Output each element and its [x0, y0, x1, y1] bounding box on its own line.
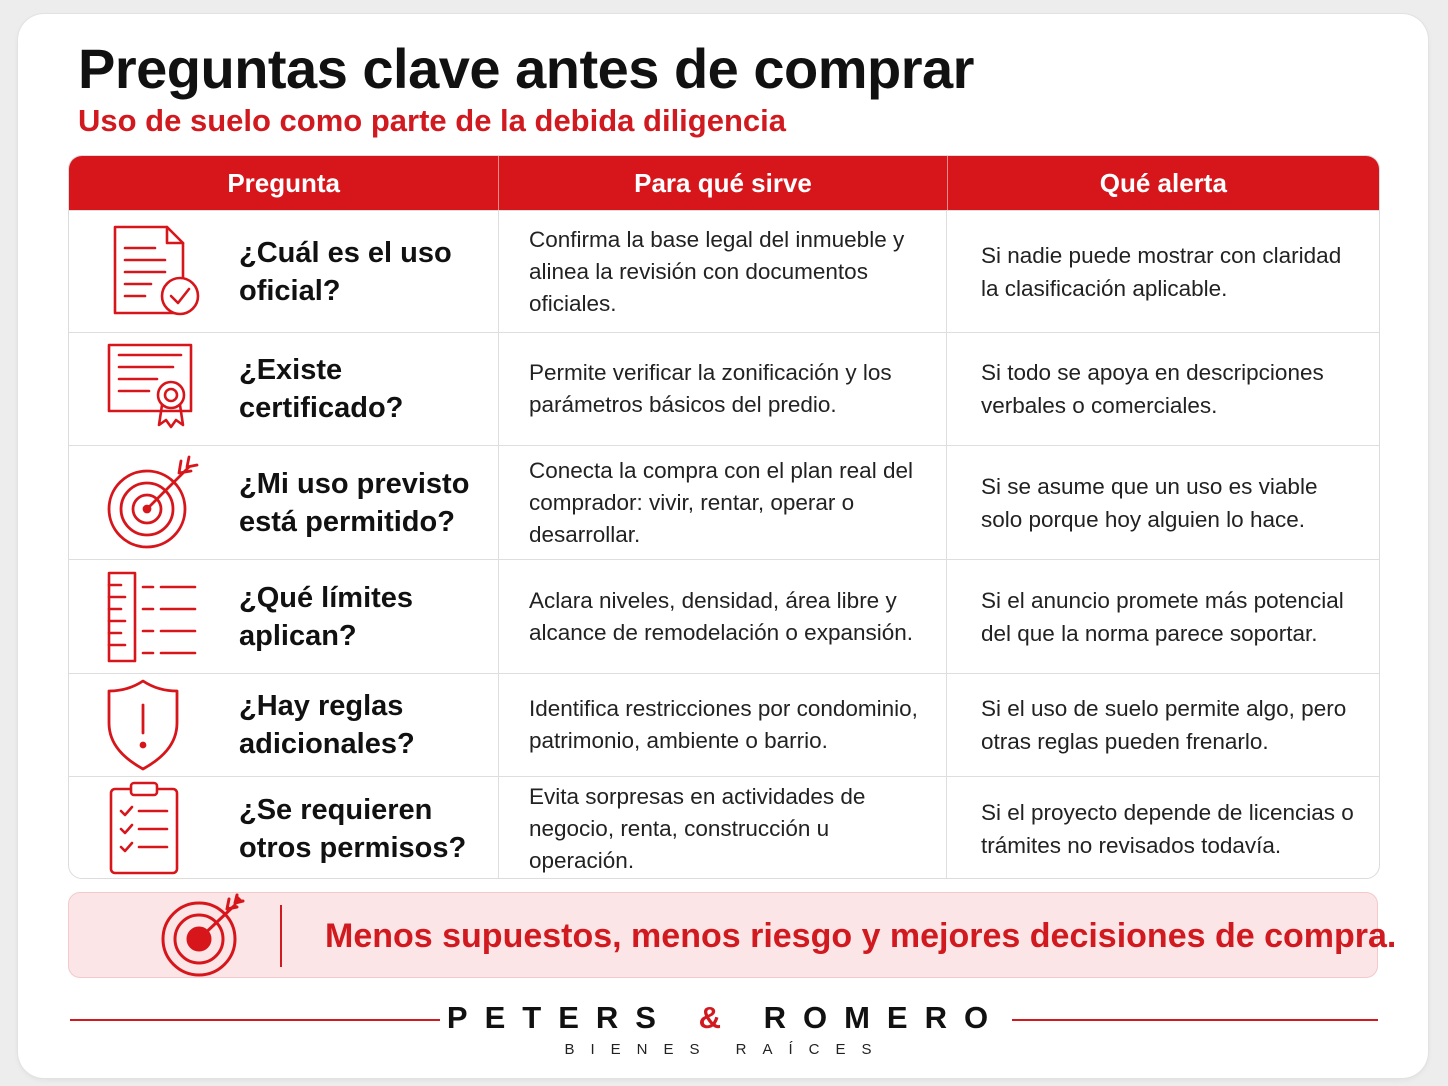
question-text: ¿Qué límites aplican? — [239, 581, 414, 652]
column-header-para-que-sirve: Para qué sirve — [499, 156, 947, 210]
table-row — [69, 445, 1379, 559]
question-text: ¿Se requieren otros permisos? — [239, 794, 467, 864]
footer-rule-left — [70, 1019, 440, 1021]
page-title: Preguntas clave antes de comprar — [78, 37, 974, 100]
clipboard-checklist-icon — [103, 779, 203, 879]
column-header-pregunta: Pregunta — [69, 156, 499, 210]
question-cell — [69, 211, 499, 332]
question-cell — [69, 674, 499, 776]
page-subtitle: Uso de suelo como parte de la debida diligencia — [78, 103, 787, 138]
alert-text: Si nadie puede mostrar con claridad la clasificación aplicable. — [981, 242, 1342, 301]
target-bullseye-icon — [159, 893, 245, 979]
table-row — [69, 210, 1379, 332]
alert-text: Si el anuncio promete más potencial del que la norma parece soportar. — [981, 587, 1344, 646]
table-row — [69, 559, 1379, 673]
table-row — [69, 332, 1379, 445]
brand-logo — [440, 1000, 1012, 1036]
table-header — [69, 156, 1379, 210]
questions-table — [68, 155, 1380, 879]
alert-text: Si el uso de suelo permite algo, pero otras reglas pueden frenarlo. — [981, 696, 1347, 754]
question-cell — [69, 777, 499, 879]
purpose-text: Conecta la compra con el plan real del comprador: vivir, rentar, operar o desarrollar. — [499, 446, 947, 559]
brand-ampersand: & — [698, 1000, 738, 1035]
document-check-icon — [103, 222, 203, 322]
target-arrow-icon — [103, 453, 203, 553]
alert-text: Si se asume que un uso es viable solo porque hoy alguien lo hace. — [981, 473, 1318, 532]
question-text: ¿Mi uso previsto está permitido? — [239, 467, 470, 538]
banner-divider — [280, 905, 282, 967]
question-cell — [69, 333, 499, 445]
question-cell — [69, 560, 499, 673]
question-text: ¿Existe certificado? — [239, 354, 404, 424]
ruler-list-icon — [103, 567, 203, 667]
brand-name-left: PETERS — [446, 1000, 673, 1035]
footer-rule-right — [1012, 1019, 1378, 1021]
purpose-text: Confirma la base legal del inmueble y alinea la revisión con documentos oficiales. — [499, 211, 947, 332]
question-cell — [69, 446, 499, 559]
purpose-text: Permite verificar la zonificación y los parámetros básicos del predio. — [499, 333, 947, 445]
banner-message: Menos supuestos, menos riesgo y mejores decisiones de compra. — [325, 917, 1397, 955]
shield-alert-icon — [103, 675, 203, 775]
brand-name-right: ROMERO — [763, 1000, 1006, 1035]
column-header-que-alerta: Qué alerta — [1099, 167, 1227, 198]
question-text: ¿Cuál es el uso oficial? — [239, 236, 452, 307]
purpose-text: Identifica restricciones por condominio, patrimonio, ambiente o barrio. — [499, 674, 947, 776]
alert-text: Si todo se apoya en descripciones verbales o comerciales. — [981, 360, 1324, 418]
purpose-text: Aclara niveles, densidad, área libre y alcance de remodelación o expansión. — [499, 560, 947, 673]
table-row — [69, 673, 1379, 776]
certificate-icon — [103, 339, 203, 439]
question-text: ¿Hay reglas adicionales? — [239, 690, 415, 760]
summary-banner — [68, 892, 1397, 978]
alert-text: Si el proyecto depende de licencias o trámites no revisados todavía. — [981, 800, 1354, 858]
table-row — [69, 776, 1379, 879]
purpose-text: Evita sorpresas en actividades de negocio, renta, construcción u operación. — [499, 777, 947, 879]
brand-tagline: BIENES RAÍCES — [564, 1041, 888, 1058]
